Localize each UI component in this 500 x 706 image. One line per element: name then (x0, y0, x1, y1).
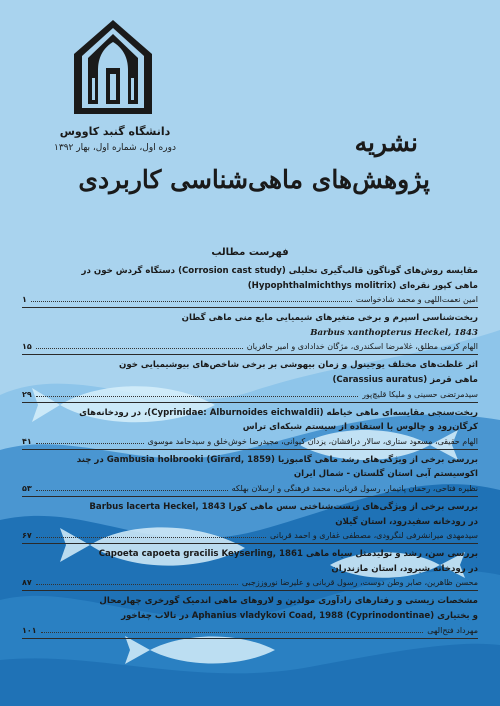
entry-byline (22, 388, 478, 403)
toc-entry[interactable] (22, 358, 478, 402)
entry-page: ۵۳ (22, 483, 32, 493)
entry-title: اثر غلظت‌های مختلف یوجینول و زمان بیهوشی بر برخی شاخص‌های بیوشیمیایی خون (119, 360, 478, 371)
leader-dots (31, 301, 352, 302)
entry-title: ریخت‌شناسی اسپرم و برخی متغیرهای شیمیایی مایع منی ماهی گطان (181, 313, 478, 324)
entry-byline (22, 435, 478, 450)
entry-title: مقایسه روش‌های گوناگون قالب‌گیری تحلیلی (Corrosion cast study) دستگاه گردش خون در (81, 266, 478, 276)
entry-title-cont: ماهی قرمز (Carassius auratus) (332, 374, 478, 385)
entry-page: ۴۱ (22, 436, 32, 446)
entry-title-cont: در رودخانه سفیدرود، استان گیلان (335, 516, 478, 527)
entry-title-cont: در رودخانه شیرود، استان مازندران (331, 563, 478, 574)
entry-byline (22, 576, 478, 591)
entry-authors: الهام کرمی مطلق، غلامرضا اسکندری، مژگان خدادادی و امیر جافریان (246, 342, 478, 352)
journal-title: پژوهش‌های ماهی‌شناسی کاربردی (78, 165, 430, 194)
toc-entry[interactable] (22, 453, 478, 497)
toc-entry[interactable] (22, 406, 478, 450)
entry-title-cont: ماهی کپور نقره‌ای (Hypophthalmichthys molitrix) (247, 280, 478, 291)
entry-title: ریخت‌سنجی مقایسه‌ای ماهی خیاطه (Cyprinidae: Alburnoides eichwaldii)، در رودخانه‌های (79, 407, 478, 418)
entry-page: ۱ (22, 295, 27, 305)
leader-dots (36, 537, 266, 538)
entry-title-cont: Barbus xanthopterus Heckel, 1843 (310, 327, 478, 338)
entry-authors: محسن ظاهرین، صابر وطن دوست، رسول قربانی و علیرضا نوروززجبی (241, 578, 478, 588)
entry-page: ۱۵ (22, 342, 32, 352)
publication-word: نشریه (354, 128, 418, 157)
entry-byline (22, 340, 478, 355)
entry-byline (22, 529, 478, 544)
entry-title-cont: کرگان‌رود و چالوس با استفاده از سیستم شبکه‌ای تراس (242, 422, 478, 433)
entry-authors: امین نعمت‌اللهی و محمد شادخواست (355, 295, 478, 305)
toc-entry[interactable] (22, 594, 478, 638)
leader-dots (36, 443, 144, 444)
entry-title-cont: اکوسیستم آبی استان گلستان - شمال ایران (293, 469, 478, 480)
entry-title-cont: و بختیاری (Aphanius vladykovi Coad, 1988 (Cyprinodontinae در تالاب چغاخور (121, 610, 478, 621)
university-logo (68, 18, 158, 116)
leader-dots (36, 490, 228, 491)
entry-title: بررسی برخی از ویژگی‌های زیست‌شناختی سس ماهی کورا Barbus lacerta Heckel, 1843 (89, 501, 478, 512)
leader-dots (36, 584, 238, 585)
toc-entry[interactable] (22, 547, 478, 591)
leader-dots (36, 348, 243, 349)
leader-dots (41, 632, 424, 633)
toc-entry[interactable] (22, 264, 478, 308)
entry-authors: الهام حقیقی، مسعود ستاری، سالار درافشان، یزدان کیوانی، مجیدرضا خوش‌خلق و سیدحامد موسوی (147, 436, 478, 446)
entry-byline (22, 293, 478, 308)
issue-info: دوره اول، شماره اول، بهار ۱۳۹۲ (54, 143, 176, 153)
entry-authors: سیدمهدی میرانشرفی لنگرودی، مصطفی غفاری و احمد قربانی (269, 531, 478, 541)
entry-page: ۶۷ (22, 531, 32, 541)
entry-authors: سیدمرتضی حسینی و ملیکا قلیچ‌پور (362, 389, 478, 399)
university-gate-emblem-icon (68, 18, 158, 116)
entry-authors: مهرداد فتح‌الهی (427, 625, 478, 635)
toc-entry[interactable] (22, 500, 478, 544)
leader-dots (36, 396, 358, 397)
entry-byline (22, 624, 478, 639)
entry-title: مشخصات زیستی و رفتارهای زادآوری مولدین و لاروهای ماهی اندمیک گورخری چهارمحال (99, 596, 478, 607)
entry-title: بررسی سن، رشد و تولیدمثل سیاه ماهی Capoeta capoeta gracilis Keyserling, 1861 (98, 549, 478, 560)
entry-page: ۱۰۱ (22, 625, 37, 635)
entry-page: ۸۷ (22, 578, 32, 588)
entry-page: ۲۹ (22, 389, 32, 399)
university-name: دانشگاه گنبد کاووس (59, 125, 171, 138)
toc-heading: فهرست مطالب (211, 247, 289, 258)
entry-byline (22, 482, 478, 497)
toc-entry[interactable] (22, 311, 478, 355)
table-of-contents (22, 264, 478, 642)
entry-authors: نظیره فتاحی، رحمان پاتیمار، رسول قربانی، محمد فرهنگی و ارسلان بهلکه (231, 483, 478, 493)
entry-title: بررسی برخی از ویژگی‌های رشد ماهی گامبوزیا (Gambusia holbrooki (Girard, 1859 در چند (76, 454, 478, 465)
